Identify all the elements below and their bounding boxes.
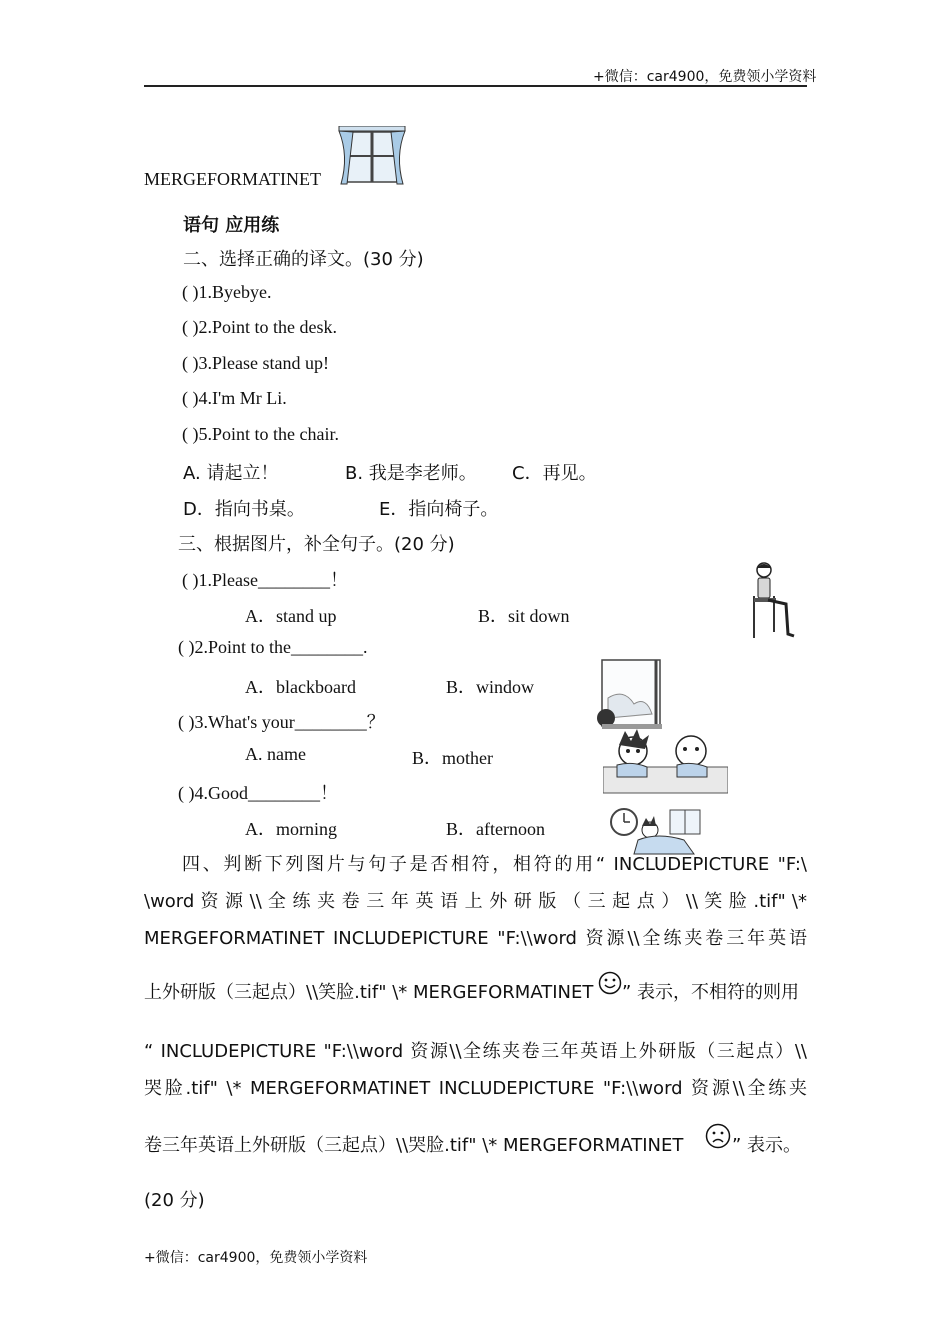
header-rule xyxy=(144,85,807,87)
section4-line: ” 表示。 xyxy=(732,1135,802,1156)
section3-question: ( )4.Good________！ xyxy=(178,783,338,803)
section4-line: \word 资 源 \\ 全 练 夹 卷 三 年 英 语 上 外 研 版 （ 三 起 点 ） \\ 笑 脸 .tif" \* xyxy=(144,891,807,912)
section4-line: MERGEFORMATINET INCLUDEPICTURE "F:\\word 资源\\全练夹卷三年英语 xyxy=(144,928,807,949)
section2-option: D．指向书桌。 xyxy=(183,499,305,520)
section3-option-a: A. name xyxy=(245,744,306,764)
section4-line: “ INCLUDEPICTURE "F:\\word 资源\\全练夹卷三年英语上外研版（三起点）\\ xyxy=(144,1041,807,1062)
section4-line: 哭脸.tif" \* MERGEFORMATINET INCLUDEPICTURE "F:\\word 资源\\全练夹 xyxy=(144,1078,807,1099)
section4-line: 卷三年英语上外研版（三起点）\\哭脸.tif" \* MERGEFORMATINET xyxy=(144,1135,684,1156)
boys-at-desk-icon xyxy=(603,725,728,797)
field-code-text: MERGEFORMATINET xyxy=(144,169,322,189)
window-picture-icon xyxy=(337,126,407,186)
page-footer: +微信：car4900，免费领小学资料 xyxy=(144,1250,368,1266)
section2-item: ( )1.Byebye. xyxy=(182,282,272,302)
section4-score: (20 分) xyxy=(144,1190,205,1211)
sad-face-icon xyxy=(705,1123,731,1149)
section4-line: ” 表示，不相符的则用 xyxy=(622,982,800,1003)
section3-option-a: A．blackboard xyxy=(245,677,356,697)
section2-option: A. 请起立！ xyxy=(183,463,279,484)
section3-option-b: B．window xyxy=(446,677,535,697)
girl-sitting-icon xyxy=(748,560,798,640)
section2-item: ( )4.I'm Mr Li. xyxy=(182,388,287,408)
section3-option-b: B．sit down xyxy=(478,606,570,626)
section4-line: 上外研版（三起点）\\笑脸.tif" \* MERGEFORMATINET xyxy=(144,982,594,1003)
section3-question: ( )1.Please________！ xyxy=(182,570,348,590)
section2-item: ( )2.Point to the desk. xyxy=(182,317,337,337)
section2-item: ( )3.Please stand up! xyxy=(182,353,329,373)
section4-line: 四、判断下列图片与句子是否相符，相符的用“ INCLUDEPICTURE "F:\ xyxy=(182,854,807,875)
section3-question: ( )2.Point to the________. xyxy=(178,637,368,657)
section2-item: ( )5.Point to the chair. xyxy=(182,424,339,444)
window-scene-icon xyxy=(594,658,664,730)
section2-option: C．再见。 xyxy=(512,463,597,484)
section3-option-a: A．stand up xyxy=(245,606,337,626)
section3-option-a: A．morning xyxy=(245,819,337,839)
section3-option-b: B．mother xyxy=(412,748,493,768)
section2-heading: 二、选择正确的译文。(30 分) xyxy=(183,249,424,270)
section3-option-b: B．afternoon xyxy=(446,819,545,839)
section2-option: B. 我是李老师。 xyxy=(345,463,477,484)
page-header: +微信：car4900，免费领小学资料 xyxy=(593,69,817,85)
smiley-face-icon xyxy=(598,971,622,995)
section3-heading: 三、根据图片，补全句子。(20 分) xyxy=(178,534,455,555)
section3-question: ( )3.What's your________？ xyxy=(178,712,385,732)
section-title: 语句 应用练 xyxy=(183,215,280,236)
section2-option: E．指向椅子。 xyxy=(379,499,499,520)
